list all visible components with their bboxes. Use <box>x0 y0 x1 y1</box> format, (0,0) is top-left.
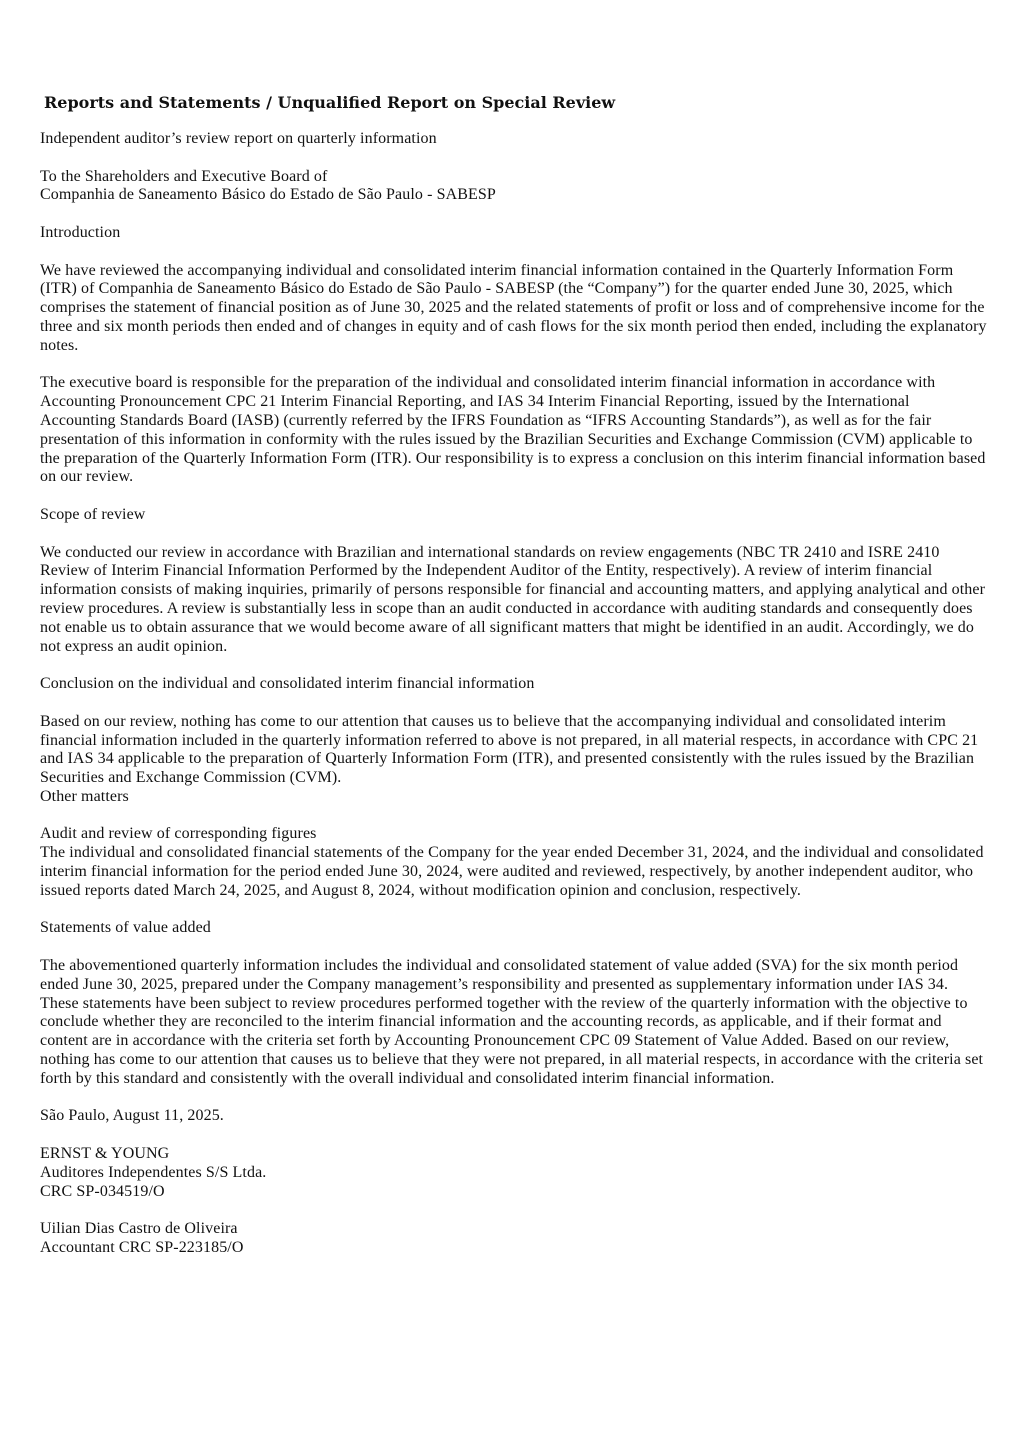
report-page <box>40 92 988 1277</box>
introduction-paragraph-2: The executive board is responsible for the preparation of the individual and consolidated interim financial information in accordance with Accounting Pronouncement CPC 21 Interim Financial Reporting, and IAS 34 Interim Financial Reporting, issued by the International Accounting Standards Board (IASB) (currently referred by the IFRS Foundation as “IFRS Accounting Standards”), as well as for the fair presentation of this information in conformity with the rules issued by the Brazilian Securities and Exchange Commission (CVM) applicable to the preparation of the Quarterly Information Form (ITR). Our responsibility is to express a conclusion on this interim financial information based on our review. <box>40 374 986 486</box>
signatory-name: Uilian Dias Castro de Oliveira <box>40 1220 238 1238</box>
addressee-block <box>40 168 988 206</box>
conclusion-heading: Conclusion on the individual and consolidated interim financial information <box>40 675 535 693</box>
other-matters-heading: Other matters <box>40 787 129 805</box>
value-added-heading: Statements of value added <box>40 919 211 937</box>
corresponding-figures-paragraph: The individual and consolidated financial statements of the Company for the year ended December 31, 2024, and the individual and consolidated interim financial information for the period ended June 30, 2024, were audited and reviewed, respectively, by another independent auditor, who issued reports dated March 24, 2025, and August 8, 2024, without modification opinion and conclusion, respectively. <box>40 844 984 899</box>
conclusion-paragraph: Based on our review, nothing has come to our attention that causes us to believe that the accompanying individual and consolidated interim financial information included in the quarterly information referred to above is not prepared, in all material respects, in accordance with CPC 21 and IAS 34 applicable to the preparation of Quarterly Information Form (ITR), and presented consistently with the rules issued by the Brazilian Securities and Exchange Commission (CVM). <box>40 712 979 787</box>
signatory-crc: Accountant CRC SP-223185/O <box>40 1239 244 1257</box>
firm-name: ERNST & YOUNG <box>40 1145 170 1163</box>
addressee-line-2: Companhia de Saneamento Básico do Estado de São Paulo - SABESP <box>40 186 496 204</box>
firm-entity: Auditores Independentes S/S Ltda. <box>40 1163 267 1181</box>
scope-paragraph: We conducted our review in accordance with Brazilian and international standards on review engagements (NBC TR 2410 and ISRE 2410 Review of Interim Financial Information Performed by the Independent Auditor of the Entity, respectively). A review of interim financial information consists of making inquiries, primarily of persons responsible for financial and accounting matters, and applying analytical and other review procedures. A review is substantially less in scope than an audit conducted in accordance with auditing standards and consequently does not enable us to obtain assurance that we would become aware of all significant matters that might be identified in an audit. Accordingly, we do not express an audit opinion. <box>40 543 986 655</box>
corresponding-figures-heading: Audit and review of corresponding figures <box>40 825 317 843</box>
value-added-paragraph: The abovementioned quarterly information includes the individual and consolidated statement of value added (SVA) for the six month period ended June 30, 2025, prepared under the Company management’s responsibility and presented as supplementary information under IAS 34. These statements have been subject to review procedures performed together with the review of the quarterly information with the objective to conclude whether they are reconciled to the interim financial information and the accounting records, as applicable, and if their format and content are in accordance with the criteria set forth by Accounting Pronouncement CPC 09 Statement of Value Added. Based on our review, nothing has come to our attention that causes us to believe that they were not prepared, in all material respects, in accordance with the criteria set forth by this standard and consistently with the overall individual and consolidated interim financial information. <box>40 957 984 1087</box>
introduction-heading: Introduction <box>40 223 121 241</box>
firm-block <box>40 1145 988 1201</box>
introduction-paragraph-1: We have reviewed the accompanying individual and consolidated interim financial information contained in the Quarterly Information Form (ITR) of Companhia de Saneamento Básico do Estado de São Paulo - SABESP (the “Company”) for the quarter ended June 30, 2025, which comprises the statement of financial position as of June 30, 2025 and the related statements of profit or loss and of comprehensive income for the three and six month periods then ended and of changes in equity and of cash flows for the six month period then ended, including the explanatory notes. <box>40 261 987 354</box>
report-subtitle: Independent auditor’s review report on quarterly information <box>40 130 437 147</box>
signatory-block <box>40 1220 988 1258</box>
firm-crc: CRC SP-034519/O <box>40 1182 165 1200</box>
addressee-line-1: To the Shareholders and Executive Board of <box>40 167 328 185</box>
place-and-date: São Paulo, August 11, 2025. <box>40 1107 224 1125</box>
page-title: Reports and Statements / Unqualified Report on Special Review <box>44 93 616 112</box>
scope-heading: Scope of review <box>40 505 146 523</box>
